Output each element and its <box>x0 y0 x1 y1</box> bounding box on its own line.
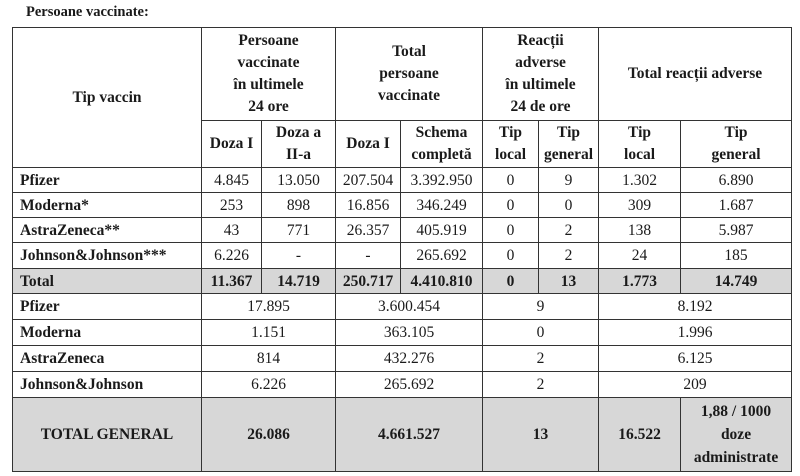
cell-general-24h: 2 <box>539 218 599 243</box>
cell-general-total: 1.687 <box>681 193 792 218</box>
subheader-schema-completa <box>401 121 483 168</box>
subheader-tip-local-24h <box>483 121 539 168</box>
vaccine-name: AstraZeneca <box>13 346 202 372</box>
cell-total-vaccinate: 265.692 <box>336 372 483 398</box>
header-line: completă <box>411 146 472 163</box>
cell-general-24h: 9 <box>539 168 599 193</box>
cell-local-total: 1.302 <box>599 168 681 193</box>
cell-schema-completa: 4.410.810 <box>401 269 483 294</box>
table-row <box>13 168 792 193</box>
cell-doza1-24h: 253 <box>202 193 262 218</box>
cell-total-reactii: 1.996 <box>599 320 792 346</box>
header-line: Tip <box>499 124 523 141</box>
cell-doza1-total: 250.717 <box>336 269 401 294</box>
cell-vaccinate-24h: 17.895 <box>202 294 336 320</box>
vaccination-table <box>12 27 792 472</box>
cell-local-24h: 0 <box>483 243 539 269</box>
header-line: în ultimele <box>233 76 304 93</box>
summary-row <box>13 372 792 398</box>
cell-total-reactii: 209 <box>599 372 792 398</box>
header-line: general <box>543 146 594 163</box>
cell-general-total: 5.987 <box>681 218 792 243</box>
cell-reactii-24h: 2 <box>483 346 599 372</box>
ratio-line: 1,88 / 1000 <box>700 403 772 420</box>
cell-local-24h: 0 <box>483 218 539 243</box>
cell-schema-completa: 265.692 <box>401 243 483 269</box>
header-line: Tip <box>557 124 581 141</box>
vaccine-name: Pfizer <box>13 294 202 320</box>
cell-local-total: 138 <box>599 218 681 243</box>
header-total-vaccinate <box>336 28 483 121</box>
cell-ratio <box>681 398 792 472</box>
cell-local-24h: 0 <box>483 269 539 294</box>
subheader-doza1-24h: Doza I <box>202 121 262 168</box>
table-row <box>13 218 792 243</box>
header-reactii-24h <box>483 28 599 121</box>
table-row <box>13 193 792 218</box>
cell-doza1-24h: 43 <box>202 218 262 243</box>
header-line: Tip <box>628 124 652 141</box>
subheader-doza2-24h <box>262 121 336 168</box>
cell-schema-completa: 405.919 <box>401 218 483 243</box>
vaccine-name: Johnson&Johnson <box>13 372 202 398</box>
cell-total-vaccinate: 4.661.527 <box>336 398 483 472</box>
cell-vaccinate-24h: 1.151 <box>202 320 336 346</box>
cell-doza2-24h: 898 <box>262 193 336 218</box>
summary-row <box>13 346 792 372</box>
cell-reactii-24h: 9 <box>483 294 599 320</box>
header-line: Schema <box>415 124 468 141</box>
cell-local-24h: 0 <box>483 168 539 193</box>
header-line: Doza a <box>275 124 322 141</box>
subheader-tip-general-total <box>681 121 792 168</box>
cell-general-total: 6.890 <box>681 168 792 193</box>
summary-row <box>13 294 792 320</box>
cell-vaccinate-24h: 814 <box>202 346 336 372</box>
cell-doza1-total: 16.856 <box>336 193 401 218</box>
cell-doza1-24h: 6.226 <box>202 243 262 269</box>
cell-doza2-24h: - <box>262 243 336 269</box>
vaccine-name: Pfizer <box>13 168 202 193</box>
header-tip-vaccin: Tip vaccin <box>13 28 202 168</box>
header-line: în ultimele <box>505 76 576 93</box>
cell-total-reactii: 16.522 <box>599 398 681 472</box>
cell-doza1-24h: 11.367 <box>202 269 262 294</box>
total-label: Total <box>13 269 202 294</box>
header-vaccinate-24h <box>202 28 336 121</box>
cell-reactii-24h: 0 <box>483 320 599 346</box>
cell-total-vaccinate: 363.105 <box>336 320 483 346</box>
total-row <box>13 269 792 294</box>
subheader-tip-local-total <box>599 121 681 168</box>
cell-total-reactii: 6.125 <box>599 346 792 372</box>
cell-total-vaccinate: 432.276 <box>336 346 483 372</box>
subheader-doza1-total: Doza I <box>336 121 401 168</box>
cell-local-24h: 0 <box>483 193 539 218</box>
header-line: local <box>624 146 656 163</box>
cell-doza1-total: - <box>336 243 401 269</box>
total-general-label: TOTAL GENERAL <box>13 398 202 472</box>
cell-doza2-24h: 771 <box>262 218 336 243</box>
header-line: II-a <box>286 146 311 163</box>
cell-vaccinate-24h: 26.086 <box>202 398 336 472</box>
cell-general-24h: 2 <box>539 243 599 269</box>
cell-doza1-total: 207.504 <box>336 168 401 193</box>
cell-doza1-total: 26.357 <box>336 218 401 243</box>
ratio-line: administrate <box>693 449 779 466</box>
total-general-row <box>13 398 792 472</box>
cell-reactii-24h: 13 <box>483 398 599 472</box>
subheader-tip-general-24h <box>539 121 599 168</box>
cell-general-total: 185 <box>681 243 792 269</box>
header-line: Persoane <box>238 32 299 49</box>
cell-reactii-24h: 2 <box>483 372 599 398</box>
vaccine-name: Johnson&Johnson*** <box>13 243 202 269</box>
header-line: adverse <box>515 54 566 71</box>
cell-vaccinate-24h: 6.226 <box>202 372 336 398</box>
cell-doza1-24h: 4.845 <box>202 168 262 193</box>
header-line: local <box>495 146 527 163</box>
cell-local-total: 1.773 <box>599 269 681 294</box>
cell-total-reactii: 8.192 <box>599 294 792 320</box>
cell-general-24h: 13 <box>539 269 599 294</box>
header-line: Tip <box>724 124 748 141</box>
vaccine-name: Moderna <box>13 320 202 346</box>
header-total-reactii: Total reacții adverse <box>599 28 792 121</box>
header-line: 24 ore <box>248 98 289 115</box>
cell-doza2-24h: 14.719 <box>262 269 336 294</box>
header-line: general <box>711 146 761 163</box>
header-line: vaccinate <box>237 54 300 71</box>
table-row <box>13 243 792 269</box>
ratio-line: doze <box>720 426 752 443</box>
vaccine-name: AstraZeneca** <box>13 218 202 243</box>
header-line: Total <box>392 43 426 60</box>
cell-local-total: 24 <box>599 243 681 269</box>
vaccine-name: Moderna* <box>13 193 202 218</box>
header-line: persoane <box>379 65 439 82</box>
cell-schema-completa: 346.249 <box>401 193 483 218</box>
table-caption: Persoane vaccinate: <box>26 4 149 20</box>
header-line: Reacții <box>517 32 564 49</box>
cell-doza2-24h: 13.050 <box>262 168 336 193</box>
cell-general-24h: 0 <box>539 193 599 218</box>
header-line: vaccinate <box>378 87 440 104</box>
summary-row <box>13 320 792 346</box>
cell-general-total: 14.749 <box>681 269 792 294</box>
cell-total-vaccinate: 3.600.454 <box>336 294 483 320</box>
header-line: 24 de ore <box>510 98 571 115</box>
cell-local-total: 309 <box>599 193 681 218</box>
cell-schema-completa: 3.392.950 <box>401 168 483 193</box>
